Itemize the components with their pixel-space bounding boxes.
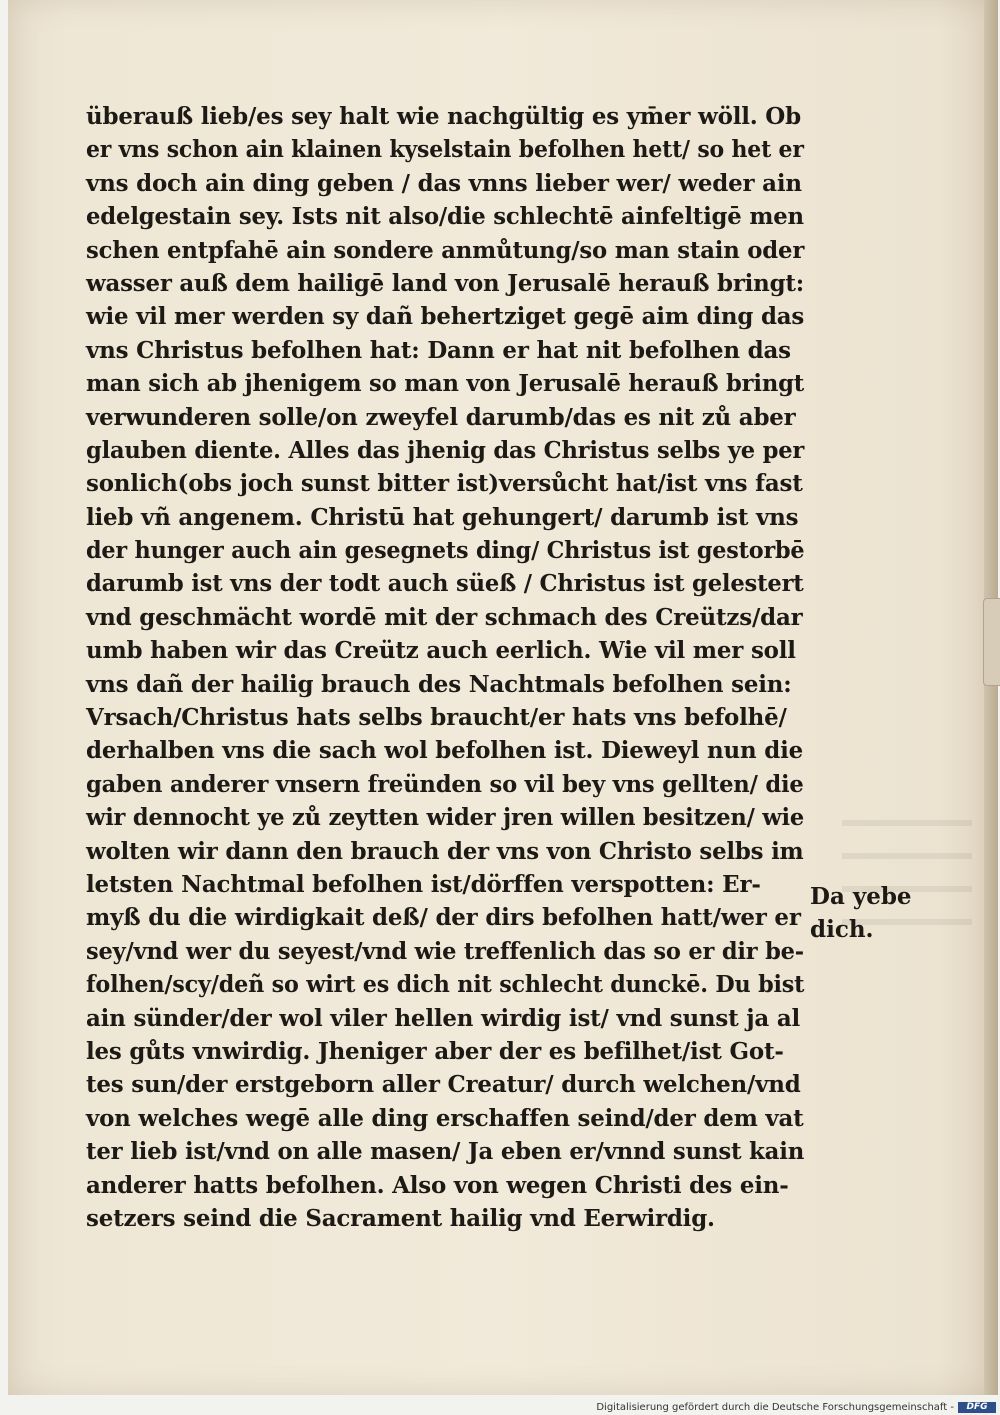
text-line: sonlich(obs joch sunst bitter ist)versůcht hat/ist vns fast bbox=[86, 470, 803, 498]
text-line: vns dañ der hailig brauch des Nachtmals befolhen sein: bbox=[86, 670, 792, 698]
body-text bbox=[86, 100, 806, 1235]
text-line: ain sünder/der wol viler hellen wirdig ist/ vnd sunst ja al bbox=[86, 1004, 801, 1032]
text-line: myß du die wirdigkait deß/ der dirs befolhen hatt/wer er bbox=[86, 904, 801, 932]
text-line: derhalben vns die sach wol befolhen ist. Dieweyl nun die bbox=[86, 737, 804, 765]
text-line: vns Christus befolhen hat: Dann er hat nit befolhen das bbox=[86, 336, 791, 364]
text-line: vnd geschmächt wordē mit der schmach des Creützs/dar bbox=[86, 603, 803, 631]
marginal-note bbox=[810, 880, 912, 947]
text-line: gaben anderer vnsern freünden so vil bey vns gellten/ die bbox=[86, 770, 804, 798]
marginal-note-line: dich. bbox=[810, 916, 874, 944]
text-line: lieb vñ angenem. Christū hat gehungert/ darumb ist vns bbox=[86, 503, 799, 531]
text-line: verwunderen solle/on zweyfel darumb/das es nit zů aber bbox=[86, 403, 796, 431]
text-line: darumb ist vns der todt auch süeß / Christus ist gelestert bbox=[86, 570, 804, 598]
dfg-logo: DFG bbox=[958, 1402, 996, 1413]
text-line: setzers seind die Sacrament hailig vnd Eerwirdig. bbox=[86, 1204, 715, 1232]
page-edge bbox=[984, 0, 998, 1395]
footer bbox=[0, 1400, 1000, 1415]
text-line: folhen/scy/deñ so wirt es dich nit schlecht dunckē. Du bist bbox=[86, 971, 805, 999]
text-line: vns doch ain ding geben / das vnns lieber wer/ weder ain bbox=[86, 169, 802, 197]
text-line: von welches wegē alle ding erschaffen seind/der dem vat bbox=[86, 1104, 804, 1132]
text-line: man sich ab jhenigem so man von Jerusalē herauß bringt bbox=[86, 370, 805, 398]
text-line: sey/vnd wer du seyest/vnd wie treffenlich das so er dir be- bbox=[86, 937, 804, 965]
text-line: les gůts vnwirdig. Jheniger aber der es befilhet/ist Got- bbox=[86, 1037, 784, 1065]
text-line: edelgestain sey. Ists nit also/die schlechtē ainfeltigē men bbox=[86, 203, 804, 231]
text-line: überauß lieb/es sey halt wie nachgültig es ym̄er wöll. Ob bbox=[86, 103, 801, 130]
text-line: er vns schon ain klainen kyselstain befolhen hett/ so het er bbox=[86, 136, 804, 164]
text-line: ter lieb ist/vnd on alle masen/ Ja eben er/vnnd sunst kain bbox=[86, 1138, 805, 1166]
text-line: wolten wir dann den brauch der vns von Christo selbs im bbox=[86, 837, 804, 865]
text-line: umb haben wir das Creütz auch eerlich. Wie vil mer soll bbox=[86, 637, 796, 665]
text-line: schen entpfahē ain sondere anmůtung/so man stain oder bbox=[86, 236, 805, 264]
marginal-note-line: Da yebe bbox=[810, 883, 912, 910]
text-line: wie vil mer werden sy dañ behertziget gegē aim ding das bbox=[86, 303, 805, 331]
funding-notice: Digitalisierung gefördert durch die Deutsche Forschungsgemeinschaft - bbox=[596, 1402, 954, 1413]
text-line: wasser auß dem hailigē land von Jerusalē herauß bringt: bbox=[86, 269, 804, 297]
text-line: tes sun/der erstgeborn aller Creatur/ durch welchen/vnd bbox=[86, 1071, 801, 1099]
text-line: Vrsach/Christus hats selbs braucht/er hats vns befolhē/ bbox=[86, 704, 787, 732]
text-line: wir dennocht ye zů zeytten wider jren willen besitzen/ wie bbox=[86, 804, 804, 832]
page-tab bbox=[983, 598, 1000, 686]
text-line: anderer hatts befolhen. Also von wegen Christi des ein- bbox=[86, 1171, 789, 1199]
text-line: der hunger auch ain gesegnets ding/ Christus ist gestorbē bbox=[86, 537, 805, 565]
text-line: glauben diente. Alles das jhenig das Christus selbs ye per bbox=[86, 436, 805, 464]
text-line: letsten Nachtmal befolhen ist/dörffen verspotten: Er- bbox=[86, 870, 761, 898]
